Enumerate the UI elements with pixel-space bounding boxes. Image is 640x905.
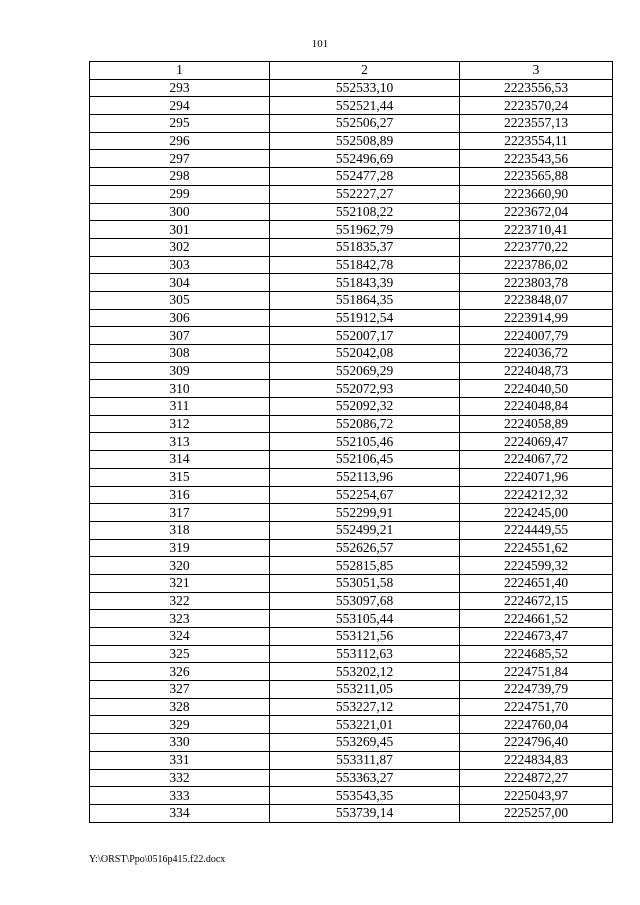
table-row [90,557,613,575]
table-row [90,380,613,398]
y-coordinate-cell: 2224058,89 [460,415,613,433]
y-coordinate-cell: 2224007,79 [460,327,613,345]
x-coordinate-cell: 552496,69 [270,150,460,168]
point-number-cell: 319 [90,539,270,557]
table-row [90,168,613,186]
point-number-cell: 330 [90,734,270,752]
table-row [90,521,613,539]
y-coordinate-cell: 2224796,40 [460,734,613,752]
point-number-cell: 310 [90,380,270,398]
x-coordinate-cell: 552815,85 [270,557,460,575]
point-number-cell: 294 [90,97,270,115]
table-body [90,79,613,822]
x-coordinate-cell: 552092,32 [270,398,460,416]
table-row [90,398,613,416]
table-row [90,221,613,239]
point-number-cell: 305 [90,291,270,309]
point-number-cell: 322 [90,592,270,610]
point-number-cell: 304 [90,274,270,292]
x-coordinate-cell: 552499,21 [270,521,460,539]
table-row [90,486,613,504]
coordinates-table [89,61,613,823]
y-coordinate-cell: 2223565,88 [460,168,613,186]
x-coordinate-cell: 553543,35 [270,787,460,805]
point-number-cell: 332 [90,769,270,787]
x-coordinate-cell: 553311,87 [270,751,460,769]
table-header-row [90,62,613,80]
table-row [90,345,613,363]
point-number-cell: 302 [90,238,270,256]
table-row [90,787,613,805]
table-row [90,327,613,345]
table-row [90,751,613,769]
y-coordinate-cell: 2224551,62 [460,539,613,557]
table-row [90,681,613,699]
table-row [90,97,613,115]
point-number-cell: 303 [90,256,270,274]
table-row [90,415,613,433]
y-coordinate-cell: 2224834,83 [460,751,613,769]
page-number: 101 [311,38,329,50]
table-row [90,539,613,557]
table-row [90,628,613,646]
x-coordinate-cell: 552113,96 [270,468,460,486]
x-coordinate-cell: 552086,72 [270,415,460,433]
point-number-cell: 300 [90,203,270,221]
y-coordinate-cell: 2223554,11 [460,132,613,150]
y-coordinate-cell: 2224036,72 [460,345,613,363]
x-coordinate-cell: 553211,05 [270,681,460,699]
table-row [90,645,613,663]
point-number-cell: 293 [90,79,270,97]
point-number-cell: 306 [90,309,270,327]
x-coordinate-cell: 552626,57 [270,539,460,557]
point-number-cell: 296 [90,132,270,150]
y-coordinate-cell: 2224599,32 [460,557,613,575]
x-coordinate-cell: 552007,17 [270,327,460,345]
x-coordinate-cell: 553097,68 [270,592,460,610]
y-coordinate-cell: 2224751,70 [460,698,613,716]
table-row [90,504,613,522]
y-coordinate-cell: 2224751,84 [460,663,613,681]
point-number-cell: 299 [90,185,270,203]
x-coordinate-cell: 552227,27 [270,185,460,203]
table-row [90,309,613,327]
y-coordinate-cell: 2224739,79 [460,681,613,699]
y-coordinate-cell: 2224672,15 [460,592,613,610]
x-coordinate-cell: 553269,45 [270,734,460,752]
table-row [90,610,613,628]
point-number-cell: 334 [90,804,270,822]
x-coordinate-cell: 552477,28 [270,168,460,186]
x-coordinate-cell: 551835,37 [270,238,460,256]
point-number-cell: 301 [90,221,270,239]
table-row [90,256,613,274]
table-row [90,132,613,150]
point-number-cell: 331 [90,751,270,769]
x-coordinate-cell: 552506,27 [270,115,460,133]
point-number-cell: 307 [90,327,270,345]
y-coordinate-cell: 2224685,52 [460,645,613,663]
table-row [90,468,613,486]
y-coordinate-cell: 2223556,53 [460,79,613,97]
y-coordinate-cell: 2224069,47 [460,433,613,451]
table-row [90,79,613,97]
y-coordinate-cell: 2223914,99 [460,309,613,327]
table-row [90,804,613,822]
y-coordinate-cell: 2223660,90 [460,185,613,203]
column-header-2: 2 [270,62,460,80]
point-number-cell: 314 [90,451,270,469]
x-coordinate-cell: 552521,44 [270,97,460,115]
x-coordinate-cell: 553221,01 [270,716,460,734]
y-coordinate-cell: 2225043,97 [460,787,613,805]
x-coordinate-cell: 553363,27 [270,769,460,787]
y-coordinate-cell: 2223848,07 [460,291,613,309]
point-number-cell: 295 [90,115,270,133]
y-coordinate-cell: 2223786,02 [460,256,613,274]
point-number-cell: 316 [90,486,270,504]
table-row [90,362,613,380]
y-coordinate-cell: 2224212,32 [460,486,613,504]
point-number-cell: 308 [90,345,270,363]
y-coordinate-cell: 2223543,56 [460,150,613,168]
point-number-cell: 329 [90,716,270,734]
table-row [90,150,613,168]
y-coordinate-cell: 2224872,27 [460,769,613,787]
x-coordinate-cell: 552108,22 [270,203,460,221]
point-number-cell: 297 [90,150,270,168]
table-row [90,291,613,309]
point-number-cell: 320 [90,557,270,575]
y-coordinate-cell: 2223570,24 [460,97,613,115]
x-coordinate-cell: 552299,91 [270,504,460,522]
point-number-cell: 333 [90,787,270,805]
y-coordinate-cell: 2225257,00 [460,804,613,822]
x-coordinate-cell: 552072,93 [270,380,460,398]
point-number-cell: 328 [90,698,270,716]
table-row [90,769,613,787]
y-coordinate-cell: 2223672,04 [460,203,613,221]
point-number-cell: 318 [90,521,270,539]
x-coordinate-cell: 551962,79 [270,221,460,239]
point-number-cell: 315 [90,468,270,486]
point-number-cell: 298 [90,168,270,186]
table-row [90,574,613,592]
table-row [90,433,613,451]
y-coordinate-cell: 2224040,50 [460,380,613,398]
y-coordinate-cell: 2224048,84 [460,398,613,416]
point-number-cell: 327 [90,681,270,699]
x-coordinate-cell: 553051,58 [270,574,460,592]
point-number-cell: 324 [90,628,270,646]
x-coordinate-cell: 553112,63 [270,645,460,663]
point-number-cell: 313 [90,433,270,451]
x-coordinate-cell: 553121,56 [270,628,460,646]
point-number-cell: 312 [90,415,270,433]
table-row [90,698,613,716]
y-coordinate-cell: 2224651,40 [460,574,613,592]
table-row [90,185,613,203]
table-row [90,115,613,133]
x-coordinate-cell: 552533,10 [270,79,460,97]
y-coordinate-cell: 2224048,73 [460,362,613,380]
x-coordinate-cell: 552042,08 [270,345,460,363]
x-coordinate-cell: 553202,12 [270,663,460,681]
x-coordinate-cell: 552254,67 [270,486,460,504]
x-coordinate-cell: 553227,12 [270,698,460,716]
x-coordinate-cell: 551864,35 [270,291,460,309]
y-coordinate-cell: 2224661,52 [460,610,613,628]
point-number-cell: 323 [90,610,270,628]
x-coordinate-cell: 552106,45 [270,451,460,469]
table-row [90,238,613,256]
point-number-cell: 321 [90,574,270,592]
table-row [90,203,613,221]
point-number-cell: 326 [90,663,270,681]
y-coordinate-cell: 2224071,96 [460,468,613,486]
table-row [90,274,613,292]
y-coordinate-cell: 2224760,04 [460,716,613,734]
point-number-cell: 325 [90,645,270,663]
y-coordinate-cell: 2223803,78 [460,274,613,292]
y-coordinate-cell: 2224673,47 [460,628,613,646]
table-row [90,663,613,681]
x-coordinate-cell: 553739,14 [270,804,460,822]
table-row [90,716,613,734]
table-row [90,734,613,752]
table-row [90,451,613,469]
x-coordinate-cell: 551842,78 [270,256,460,274]
point-number-cell: 317 [90,504,270,522]
x-coordinate-cell: 552069,29 [270,362,460,380]
column-header-1: 1 [90,62,270,80]
y-coordinate-cell: 2223710,41 [460,221,613,239]
y-coordinate-cell: 2224067,72 [460,451,613,469]
x-coordinate-cell: 553105,44 [270,610,460,628]
point-number-cell: 309 [90,362,270,380]
point-number-cell: 311 [90,398,270,416]
column-header-3: 3 [460,62,613,80]
table-row [90,592,613,610]
x-coordinate-cell: 551843,39 [270,274,460,292]
x-coordinate-cell: 552105,46 [270,433,460,451]
y-coordinate-cell: 2223557,13 [460,115,613,133]
x-coordinate-cell: 551912,54 [270,309,460,327]
y-coordinate-cell: 2224245,00 [460,504,613,522]
y-coordinate-cell: 2224449,55 [460,521,613,539]
x-coordinate-cell: 552508,89 [270,132,460,150]
y-coordinate-cell: 2223770,22 [460,238,613,256]
footer-file-path: Y:\ORST\Ppo\0516p415.f22.docx [89,854,226,865]
